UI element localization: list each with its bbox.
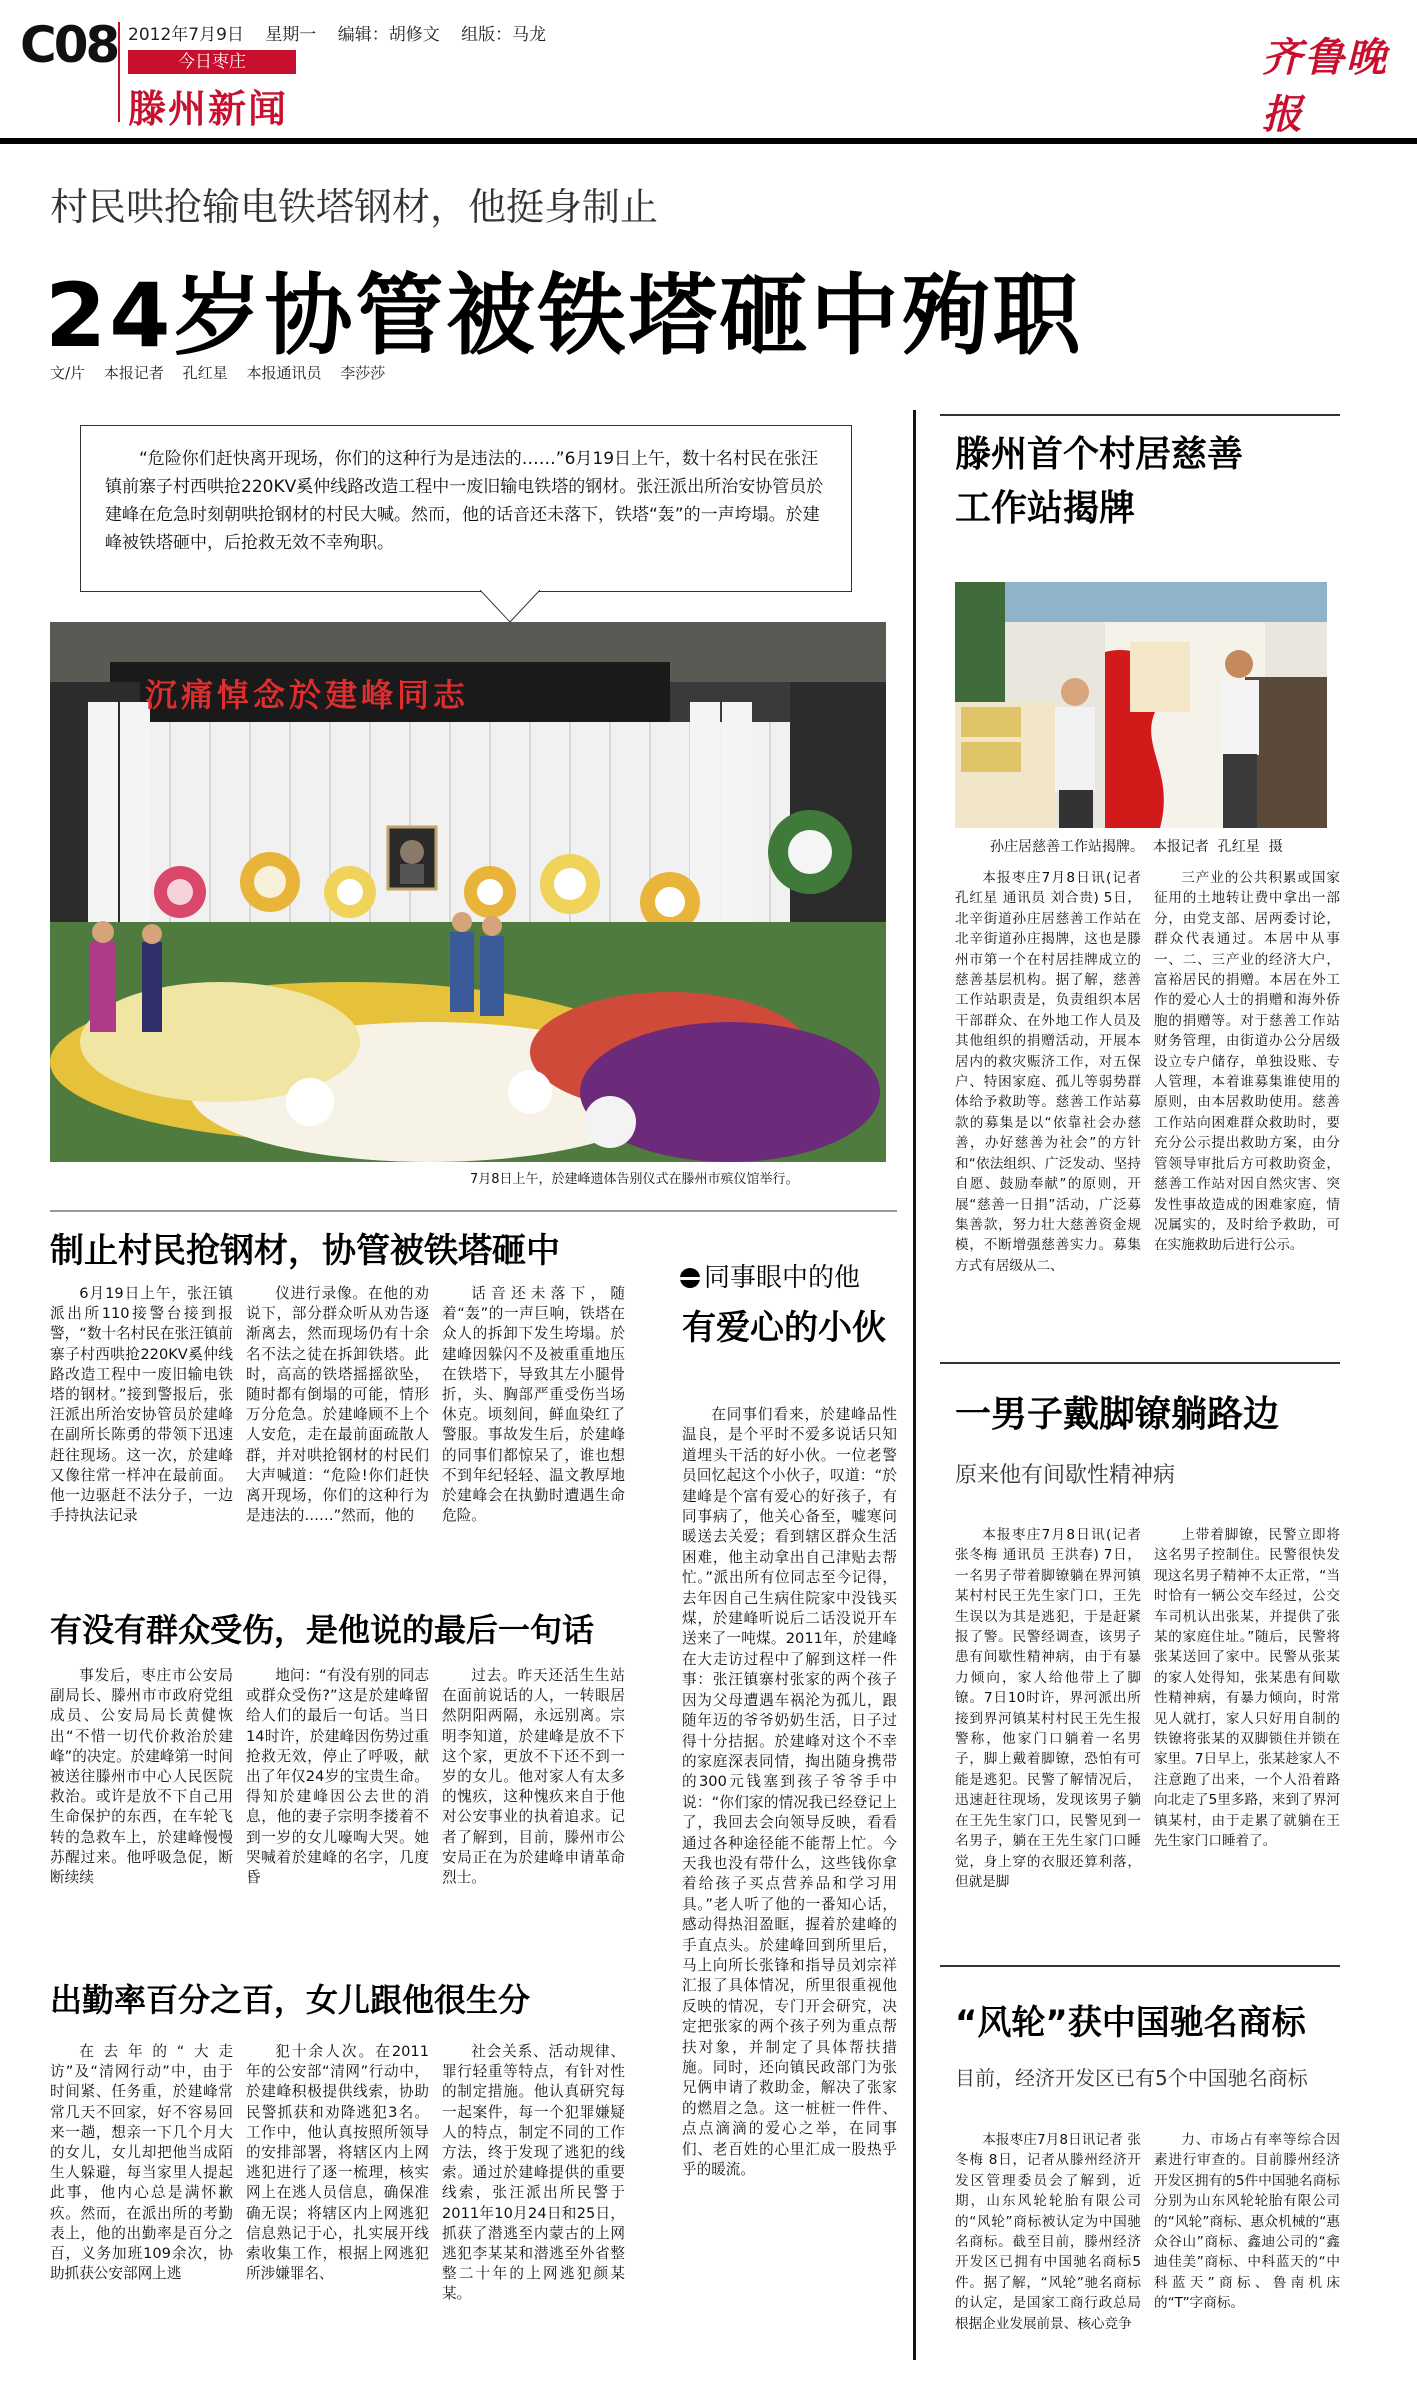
- article-column: 本报枣庄7月8日讯记者 张冬梅 8日，记者从滕州经济开发区管理委员会了解到，近期，山东风轮轮胎有限公司的“风轮”商标被认定为中国驰名商标。截至目前，滕州经济开发区已拥有中国驰名商标5件。据了解，“风轮”驰名商标的认定，是国家工商行政总局根据企业发展前景、核心竞争: [955, 2132, 1141, 2332]
- section-heading: 有没有群众受伤，是他说的最后一句话: [50, 1611, 595, 1649]
- article-column: 在去年的“大走访”及“清网行动”中，由于时间紧、任务重，於建峰常常几天不回家，好不容易回来一趟，想亲一下几个月大的女儿，女儿却把他当成陌生人躲避，每当家里人提起此事，他内心总是满怀歉疚。然而，在派出所的考勤表上，他的出勤率是百分之百，义务加班109余次，协助抓获公安部网上逃: [50, 2043, 233, 2283]
- article-column: 事发后，枣庄市公安局副局长、滕州市市政府党组成员、公安局局长黄健恢出“不惜一切代价救治於建峰”的决定。於建峰第一时间被送往滕州市中心人民医院救治。或许是放不下自己用生命保护的东西，在车轮飞转的急救车上，於建峰慢慢苏醒过来。他呼吸急促，断断续续: [50, 1667, 233, 1887]
- right-subtitle-3: 目前，经济开发区已有5个中国驰名商标: [955, 2066, 1308, 2090]
- memorial-banner: 沉痛悼念於建峰同志: [145, 676, 470, 714]
- right-headline-1-line2: 工作站揭牌: [955, 488, 1136, 529]
- byline-part: 孔红星: [182, 364, 228, 382]
- right-headline-3: “风轮”获中国驰名商标: [955, 2003, 1306, 2043]
- masthead-divider: [118, 22, 120, 122]
- article-column: 社会关系、活动规律、罪行轻重等特点，有针对性的制定措施。他认真研究每一起案件，每一个犯罪嫌疑人的特点，制定不同的工作方法，终于发现了逃犯的线索。通过於建峰提供的重要线索，张汪派出所民警于2011年10月24日和25日，抓获了潜逃至内蒙古的上网逃犯李某某和潜逃至外省整整二十年的上网逃犯颜某某。: [442, 2043, 625, 2303]
- article-column: 6月19日上午，张汪镇派出所110接警台接到报警，“数十名村民在张汪镇前寨子村西哄抢220KV奚仲线路改造工程中一废旧输电铁塔的钢材。”接到警报后，张汪派出所治安协管员於建峰在副所长陈勇的带领下迅速赶往现场。这一次，於建峰又像往常一样冲在最前面。他一边驱赶不法分子，一边手持执法记录: [50, 1285, 233, 1525]
- column-separator: [913, 410, 916, 2360]
- callout-pointer: [480, 590, 540, 624]
- right-subtitle-2: 原来他有间歇性精神病: [955, 1463, 1176, 1488]
- article-column: 地问：“有没有别的同志或群众受伤?”这是於建峰留给人们的最后一句话。当日14时许，於建峰因伤势过重抢救无效，停止了呼吸，献出了年仅24岁的宝贵生命。得知於建峰因公去世的消息，他的妻子宗明李搂着不到一岁的女儿嚎啕大哭。她哭喊着於建峰的名字，几度昏: [246, 1667, 429, 1887]
- right-headline-2: 一男子戴脚镣躺路边: [955, 1394, 1280, 1435]
- lead-kicker: 村民哄抢输电铁塔钢材，他挺身制止: [50, 185, 659, 229]
- lead-headline: 24岁协管被铁塔砸中殉职: [45, 264, 1084, 367]
- article-column: 仪进行录像。在他的劝说下，部分群众听从劝告逐渐离去，然而现场仍有十余名不法之徒在拆卸铁塔。此时，高高的铁塔摇摇欲坠，随时都有倒塌的可能，情形万分危急。於建峰顾不上个人安危，走在最前面疏散人群，并对哄抢钢材的村民们大声喊道：“危险!你们赶快离开现场，你们的这种行为是违法的……”然而，他的: [246, 1285, 429, 1525]
- byline-part: 本报通讯员: [246, 364, 322, 382]
- article-column: 力、市场占有率等综合因素进行审查的。目前滕州经济开发区拥有的5件中国驰名商标分别为山东风轮轮胎有限公司的“风轮”商标、惠众机械的“惠众谷山”商标、鑫迪公司的“鑫迪佳美”商标、中科蓝天的“中科蓝天”商标、鲁南机床的“T”字商标。: [1154, 2132, 1340, 2312]
- byline-part: 本报记者: [103, 364, 164, 382]
- rule: [940, 1362, 1340, 1364]
- right-headline-1-line1: 滕州首个村居慈善: [955, 434, 1244, 475]
- layout-credit: 组版：马龙: [461, 25, 547, 45]
- masthead-meta: [128, 20, 562, 45]
- colleague-title: 有爱心的小伙: [682, 1308, 886, 1348]
- section-title: 滕州新闻: [128, 87, 289, 131]
- plaque-photo: [955, 582, 1327, 828]
- lead-intro: “危险你们赶快离开现场，你们的这种行为是违法的……”6月19日上午，数十名村民在张汪镇前寨子村西哄抢220KV奚仲线路改造工程中一废旧输电铁塔的钢材。张汪派出所治安协管员於建峰在危急时刻朝哄抢钢材的村民大喊。然而，他的话音还未落下，铁塔“轰”的一声垮塌。於建峰被铁塔砸中，后抢救无效不幸殉职。: [105, 449, 824, 553]
- colleague-tag: [680, 1257, 860, 1294]
- newspaper-logo: 齐鲁晚报: [1262, 34, 1388, 138]
- issue-date: 2012年7月9日: [128, 25, 244, 45]
- section-heading: 出勤率百分之百，女儿跟他很生分: [50, 1981, 531, 2019]
- memorial-scene: [50, 622, 886, 1162]
- byline-part: 文/片: [50, 364, 86, 382]
- article-column: 三产业的公共积累或国家征用的土地转让费中拿出一部分，由党支部、居两委讨论，群众代表通过。本居中从事一、二、三产业的经济大户，富裕居民的捐赠。本居在外工作的爱心人士的捐赠和海外侨胞的捐赠等。对于慈善工作站财务管理，由街道办公分居级设立专户储存，单独设账、专人管理，本着谁募集谁使用的原则，由本居救助使用。慈善工作站向困难群众救助时，要充分公示提出救助方案，由分管领导审批后方可救助资金，慈善工作站对因自然灾害、突发性事故造成的困难家庭，情况属实的，及时给予救助，可在实施救助后进行公示。: [1154, 870, 1340, 1254]
- rule: [940, 414, 1340, 416]
- memorial-photo: [50, 622, 886, 1162]
- article-column: 本报枣庄7月8日讯(记者 张冬梅 通讯员 王洪春) 7日，一名男子带着脚镣躺在界河镇某村村民王先生家门口，王先生误以为其是逃犯，于是赶紧报了警。民警经调查，该男子患有间歇性精神病，由于有暴力倾向，家人给他带上了脚镣。7日10时许，界河派出所接到界河镇某村村民王先生报警称，他家门口躺着一名男子，脚上戴着脚镣，恐怕有可能是逃犯。民警了解情况后，迅速赶往现场，发现该男子躺在王先生家门口，民警见到一名男子，躺在王先生家门口睡觉，身上穿的衣服还算利落，但就是脚: [955, 1527, 1141, 1890]
- lead-byline: [50, 362, 399, 383]
- plaque-scene: [955, 582, 1327, 828]
- article-column: 过去。昨天还活生生站在面前说话的人，一转眼居然阴阳两隔，永远别离。宗明李知道，於建峰是放不下这个家，更放不下还不到一岁的女儿。他对家人有太多的愧疚，这种愧疚来自于他对公安事业的执着追求。记者了解到，目前，滕州市公安局正在为於建峰申请革命烈士。: [442, 1667, 625, 1887]
- rule: [940, 1965, 1340, 1967]
- article-column: 犯十余人次。在2011年的公安部“清网”行动中，於建峰积极提供线索，协助民警抓获和劝降逃犯3名。工作中，他认真按照所领导的安排部署，将辖区内上网逃犯进行了逐一梳理，核实网上在逃人员信息，确保准确无误；将辖区内上网逃犯信息熟记于心，扎实展开线索收集工作，根据上网逃犯所涉嫌罪名、: [246, 2043, 429, 2283]
- article-column: 话音还未落下，随着“轰”的一声巨响，铁塔在众人的拆卸下发生垮塌。於建峰因躲闪不及被重重地压在铁塔下，导致其左小腿骨折，头、胸部严重受伤当场休克。顷刻间，鲜血染红了警服。事故发生后，於建峰的同事们都惊呆了，谁也想不到年纪轻轻、温文教厚地於建峰会在执勤时遭遇生命危险。: [442, 1285, 625, 1525]
- section-heading: 制止村民抢钢材，协管被铁塔砸中: [50, 1231, 560, 1271]
- byline-part: 李莎莎: [340, 364, 386, 382]
- colleague-tag-text: 同事眼中的他: [704, 1263, 861, 1293]
- issue-weekday: 星期一: [265, 25, 317, 45]
- plaque-caption: 孙庄居慈善工作站揭牌。 本报记者 孔红星 摄: [990, 839, 1283, 855]
- memorial-caption: 7月8日上午，於建峰遗体告别仪式在滕州市殡仪馆举行。: [470, 1172, 799, 1187]
- colleague-text: 在同事们看来，於建峰品性温良，是个平时不爱多说话只知道埋头干活的好小伙。一位老警员回忆起这个小伙子，叹道：“於建峰是个富有爱心的好孩子，有同事病了，他关心备至，嘘寒问暖送去关爱；看到辖区群众生活困难，他主动拿出自己津贴去帮忙。”派出所有位同志至今记得，去年因自己生病住院家中没钱买煤，於建峰听说后二话没说开车送来了一吨煤。2011年，於建峰在大走访过程中了解到这样一件事：张汪镇寨村张家的两个孩子因为父母遭遇车祸沦为孤儿，跟随年迈的爷爷奶奶生活，日子过得十分拮据。於建峰对这个不幸的家庭深表同情，掏出随身携带的300元钱塞到孩子爷爷手中说：“你们家的情况我已经登记上了，我回去会向领导反映，看看通过各种途径能不能帮上忙。今天我也没有带什么，这些钱你拿着给孩子买点营养品和学习用具。”老人听了他的一番知心话，感动得热泪盈眶，握着於建峰的手直点头。於建峰回到所里后，马上向所长张锋和指导员刘宗祥汇报了具体情况，所里很重视他反映的情况，专门开会研究，决定把张家的两个孩子列为重点帮扶对象，并制定了具体帮扶措施。同时，还向镇民政部门为张兄俩申请了救助金，解决了张家的燃眉之急。这一桩桩一件件、点点滴滴的爱心之举，在同事们、老百姓的心里汇成一股热乎乎的暖流。: [682, 1406, 897, 2179]
- rule: [50, 1210, 897, 1212]
- article-column: 上带着脚镣，民警立即将这名男子控制住。民警很快发现这名男子精神不太正常，“当时恰有一辆公交车经过，公交车司机认出张某，并提供了张某的家庭住址。”随后，民警将张某送回了家中。民警从张某的家人处得知，张某患有间歇性精神病，有暴力倾向，时常见人就打，家人只好用自制的铁镣将张某的双脚锁住并锁在家里。7日早上，张某趁家人不注意跑了出来，一个人沿着路向北走了5里多路，来到了界河镇某村，由于走累了就躺在王先生家门口睡着了。: [1154, 1527, 1340, 1850]
- page-number: C08: [20, 16, 118, 74]
- section-tag: 今日枣庄: [128, 50, 296, 74]
- colleague-tag-icon: [680, 1268, 700, 1288]
- article-column: 本报枣庄7月8日讯(记者 孔红星 通讯员 刘合贵) 5日，北辛街道孙庄居慈善工作站在北辛街道孙庄揭牌，这也是滕州市第一个在村居挂牌成立的慈善基层机构。据了解，慈善工作站职责是，负责组织本居干部群众、在外地工作人员及其他组织的捐赠活动，开展本居内的救灾赈济工作，对五保户、特困家庭、孤儿等弱势群体给予救助等。慈善工作站募款的募集是以“依靠社会办慈善，办好慈善为社会”的方针和“依法组织、广泛发动、坚持自愿、鼓励奉献”的原则，开展“慈善一日捐”活动，广泛募集善款，努力壮大慈善资金规模，不断增强慈善实力。募集方式有居级从二、: [955, 870, 1141, 1274]
- right-headline-1: [955, 428, 1243, 536]
- masthead-rule: [0, 138, 1417, 144]
- editor-credit: 编辑：胡修文: [337, 25, 440, 45]
